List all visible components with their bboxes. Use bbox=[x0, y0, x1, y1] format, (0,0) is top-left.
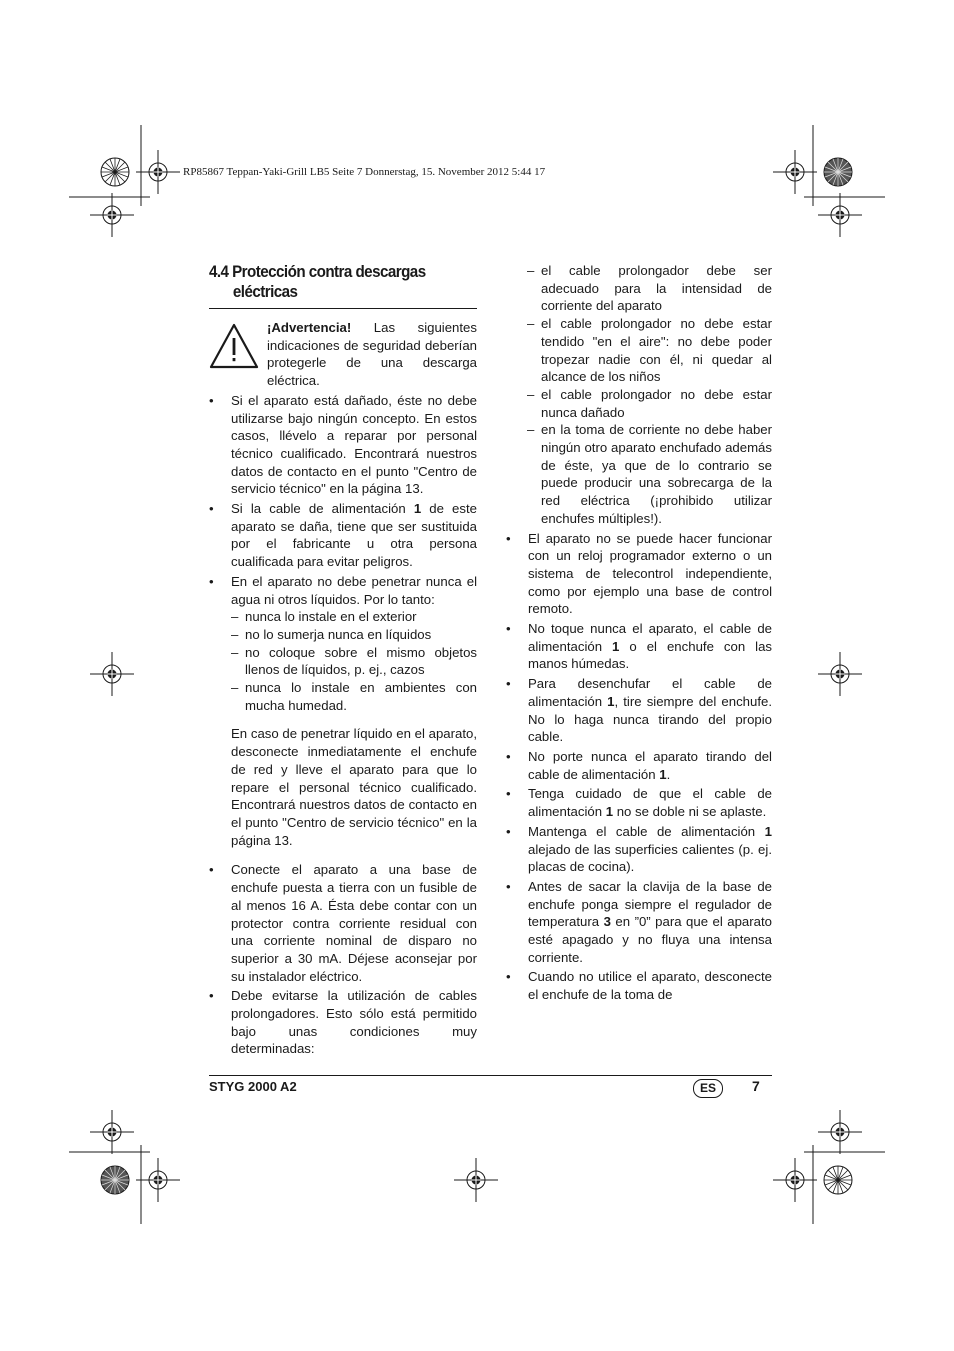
follow-paragraph: En caso de penetrar líquido en el aparato, desconecte inmediatamente el enchufe de red y lleve el aparato para que lo repare el personal técnico cualificado. Encontrará nuestros datos de contacto en el punto "Centro de servicio técnico" en la página 13. bbox=[231, 726, 477, 848]
warning-triangle-icon bbox=[209, 323, 259, 369]
footer-rule bbox=[209, 1075, 772, 1076]
list-item: • Conecte el aparato a una base de enchufe puesta a tierra con un fusible de al menos 16 A. Ésta debe contar con un protector contra corriente residual con una corriente nominal de disparo no superior a 30 mA. Déjese aconsejar por su instalador eléctrico. bbox=[209, 862, 477, 984]
part-number: 1 bbox=[659, 766, 667, 782]
warning-body: Las siguientes indicaciones de seguridad deberían protegerle de una descarga eléctrica. bbox=[267, 320, 477, 389]
section-heading bbox=[209, 262, 456, 302]
dash-item: – en la toma de corriente no debe haber ningún otro aparato enchufado además de éste, ya que de lo contrario se puede producir una sobrecarga de la red eléctrica (¡prohibido utilizar enchufes múltiples!). bbox=[527, 422, 772, 526]
list-item: • Antes de sacar la clavija de la base de enchufe ponga siempre el regulador de temperatura 3 en ”0” para que el aparato esté apagado y no fluya una intensa corriente. bbox=[506, 878, 772, 965]
list-item: • En el aparato no debe penetrar nunca el agua ni otros líquidos. Por lo tanto: – nunca lo instale en el exterior – no lo sumerja nunca en líquidos – no coloque sobre el mismo objetos llenos de líquidos, p. ej., cazos – nunca lo instale en ambientes con mucha humedad. En caso de penetrar líquido en el aparato, desconecte inmediatamente el enchufe de red y lleve el aparato para que lo repare el personal técnico cualificado. Encontrará nuestros datos de contacto en el punto "Centro de servicio técnico" en la página 13. bbox=[209, 573, 477, 848]
dash-item: – nunca lo instale en ambientes con mucha humedad. bbox=[231, 680, 477, 713]
list-item: • No porte nunca el aparato tirando del cable de alimentación 1. bbox=[506, 748, 772, 782]
list-item-text: Debe evitarse la utilización de cables prolongadores. Esto sólo está permitido bajo unas condiciones muy determinadas: bbox=[231, 988, 477, 1057]
part-number: 1 bbox=[764, 823, 772, 839]
dash-item: – el cable prolongador no debe estar tendido "en el aire": no debe poder tropezar nadie con él, ni quedar al alcance de los niños bbox=[527, 316, 772, 385]
page-number: 7 bbox=[752, 1078, 760, 1094]
dash-item: – el cable prolongador no debe estar nunca dañado bbox=[527, 386, 772, 420]
print-slug: RP85867 Teppan-Yaki-Grill LB5 Seite 7 Donnerstag, 15. November 2012 5:44 17 bbox=[183, 166, 546, 178]
dash-item: – no coloque sobre el mismo objetos llenos de líquidos, p. ej., cazos bbox=[231, 644, 477, 678]
part-number: 3 bbox=[603, 914, 611, 930]
left-column bbox=[209, 319, 477, 1060]
list-item-text: En el aparato no debe penetrar nunca el agua ni otros líquidos. Por lo tanto: bbox=[231, 573, 477, 607]
list-item: • Debe evitarse la utilización de cables prolongadores. Esto sólo está permitido bajo unas condiciones muy determinadas: bbox=[209, 988, 477, 1057]
list-item: • Si la cable de alimentación 1 de este aparato se daña, tiene que ser sustituida por el fabricante u otra persona cualificada para evitar peligros. bbox=[209, 501, 477, 570]
list-item: • No toque nunca el aparato, el cable de alimentación 1 o el enchufe con las manos húmedas. bbox=[506, 621, 773, 672]
list-item: • Si el aparato está dañado, éste no debe utilizarse bajo ningún concepto. En estos casos, llévelo a reparar por personal técnico cualificado. Encontrará nuestros datos de contacto en el punto "Centro de servicio técnico" en la página 13. bbox=[209, 392, 477, 497]
dash-item: – no lo sumerja nunca en líquidos bbox=[231, 626, 432, 642]
safety-list-left bbox=[209, 392, 477, 1058]
warning-text bbox=[267, 319, 477, 390]
part-number: 1 bbox=[607, 693, 615, 709]
heading-rule bbox=[209, 308, 477, 309]
dash-item: – el cable prolongador debe ser adecuado para la intensidad de corriente del aparato bbox=[527, 263, 772, 314]
list-item: • Mantenga el cable de alimentación 1 alejado de las superficies calientes (p. ej. placas de cocina). bbox=[506, 823, 772, 875]
part-number: 1 bbox=[612, 638, 620, 654]
list-item-text: Si el aparato está dañado, éste no debe utilizarse bajo ningún concepto. En estos casos, llévelo a reparar por personal técnico cualificado. Encontrará nuestros datos de contacto en el punto "Centro de servicio técnico" en la página 13. bbox=[231, 392, 477, 497]
warning-block bbox=[209, 319, 477, 390]
language-badge: ES bbox=[693, 1079, 723, 1098]
model-number: STYG 2000 A2 bbox=[209, 1079, 297, 1094]
safety-list-right bbox=[506, 530, 772, 1004]
part-number: 1 bbox=[605, 804, 614, 820]
extension-cable-conditions bbox=[506, 262, 772, 528]
section-title-line1: 4.4 Protección contra descargas bbox=[209, 263, 426, 281]
list-item-text: Si la cable de alimentación bbox=[231, 501, 414, 517]
right-column bbox=[506, 262, 772, 1006]
list-item: • El aparato no se puede hacer funcionar con un reloj programador externo o un sistema de telecontrol independiente, como por ejemplo una base de control remoto. bbox=[506, 530, 772, 617]
list-item: • Cuando no utilice el aparato, desconecte el enchufe de la toma de bbox=[506, 969, 772, 1003]
dash-list bbox=[231, 608, 477, 714]
section-title-line2: eléctricas bbox=[232, 283, 298, 301]
dash-item: – nunca lo instale en el exterior bbox=[231, 609, 417, 625]
list-item: • Tenga cuidado de que el cable de alimentación 1 no se doble ni se aplaste. bbox=[506, 786, 772, 820]
part-number: 1 bbox=[413, 501, 422, 517]
list-item-text: Conecte el aparato a una base de enchufe puesta a tierra con un fusible de al menos 16 A. Ésta debe contar con un protector contra corriente residual con una corriente nominal de disparo no superior a 30 mA. Déjese aconsejar por su instalador eléctrico. bbox=[231, 862, 477, 984]
list-item: • Para desenchufar el cable de alimentación 1, tire siempre del enchufe. No lo haga nunca tirando del propio cable. bbox=[506, 676, 773, 745]
list-item-text: de este aparato se daña, tiene que ser sustituida por el fabricante u otra persona cualificada para evitar peligros. bbox=[231, 501, 477, 570]
warning-label: ¡Advertencia! bbox=[267, 320, 352, 335]
